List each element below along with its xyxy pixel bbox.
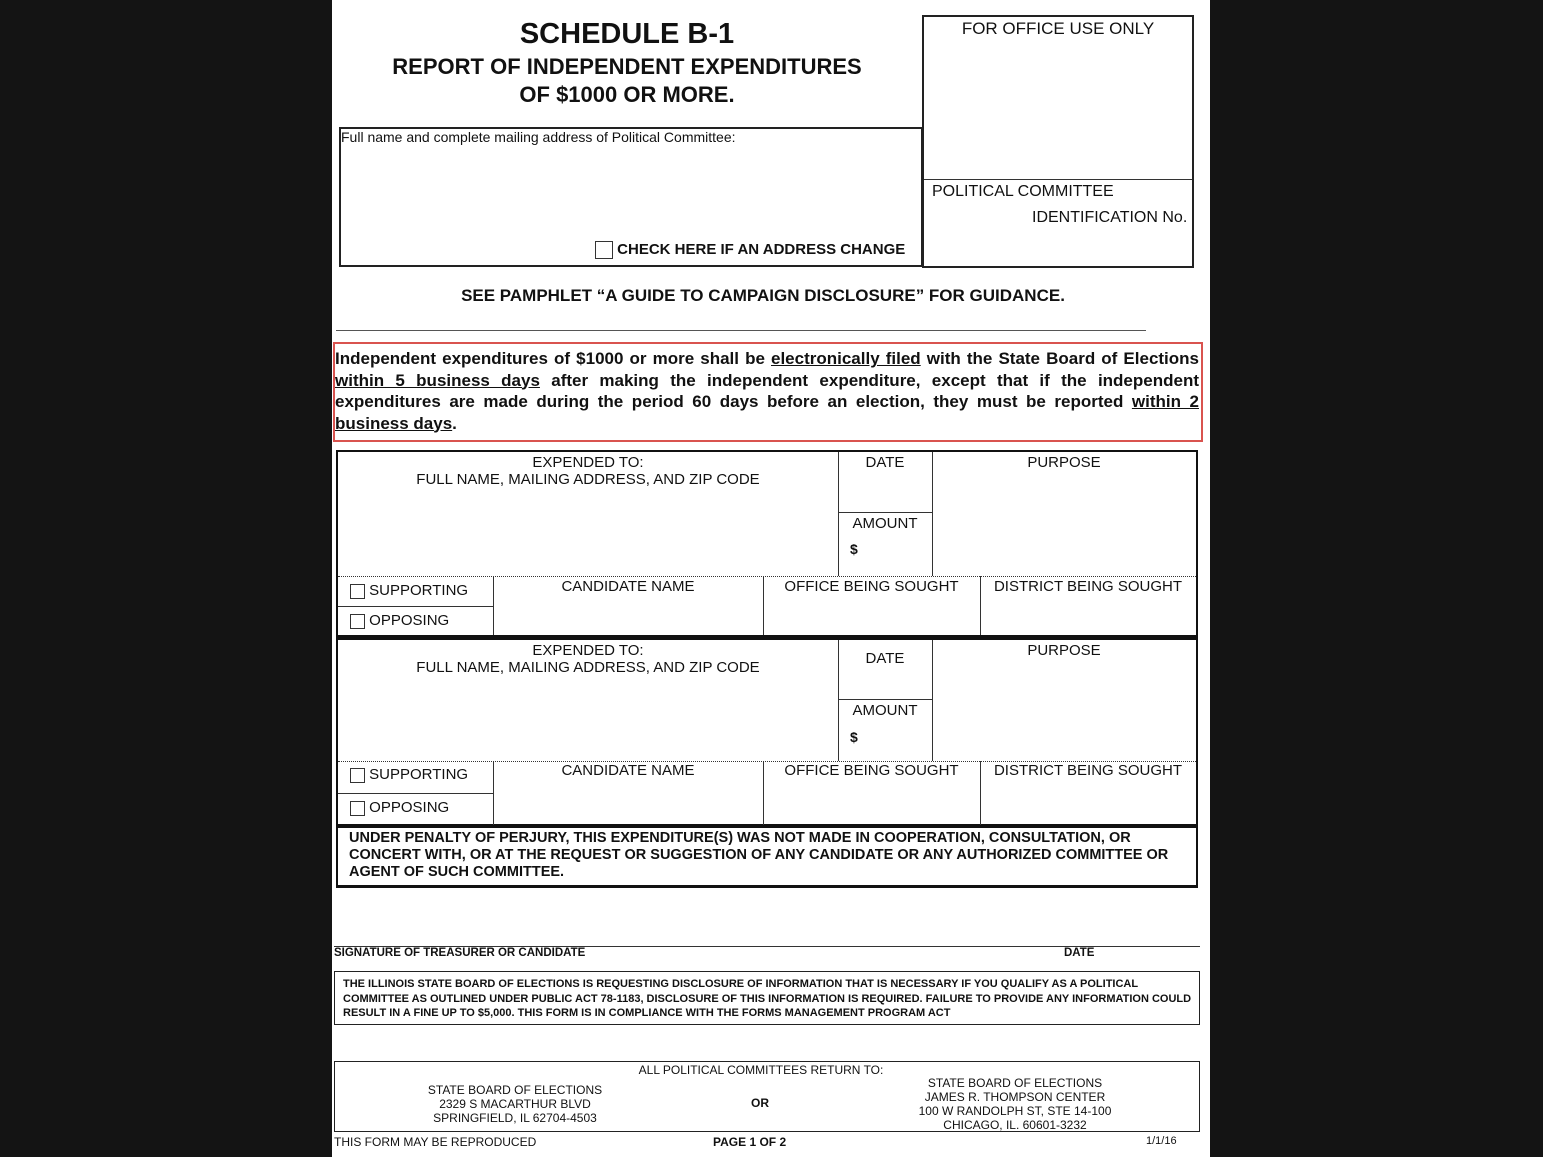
amount-currency: $	[850, 729, 858, 745]
date-label: DATE	[865, 454, 905, 471]
return-address-box	[334, 1061, 1200, 1132]
committee-address-label: Full name and complete mailing address of Political Committee:	[341, 129, 736, 145]
office-sought-label: OFFICE BEING SOUGHT	[784, 762, 959, 779]
identification-label: IDENTIFICATION No.	[1032, 209, 1188, 226]
date-label: DATE	[865, 650, 905, 667]
expended-to-sub-label: FULL NAME, MAILING ADDRESS, AND ZIP CODE	[416, 471, 760, 488]
return-address-springfield	[395, 1083, 635, 1125]
opposing-checkbox[interactable]	[350, 801, 365, 816]
candidate-name-label: CANDIDATE NAME	[561, 578, 695, 595]
office-sought-label: OFFICE BEING SOUGHT	[784, 578, 959, 595]
supporting-checkbox[interactable]	[350, 768, 365, 783]
expended-to-label: EXPENDED TO:	[532, 642, 644, 659]
expenditure-entry	[336, 637, 1198, 826]
form-version: 1/1/16	[1146, 1135, 1177, 1147]
form-page	[332, 0, 1210, 1157]
district-sought-label: DISTRICT BEING SOUGHT	[993, 578, 1183, 595]
expended-to-sub-label: FULL NAME, MAILING ADDRESS, AND ZIP CODE	[416, 659, 760, 676]
supporting-label: SUPPORTING	[369, 582, 469, 599]
supporting-label: SUPPORTING	[369, 766, 469, 783]
expenditure-entry	[336, 450, 1198, 637]
filing-notice	[335, 348, 1199, 434]
guidance-text: SEE PAMPHLET “A GUIDE TO CAMPAIGN DISCLOSURE” FOR GUIDANCE.	[461, 286, 1065, 305]
form-title: SCHEDULE B-1	[519, 18, 735, 50]
opposing-option[interactable]	[350, 612, 449, 629]
address-line: STATE BOARD OF ELECTIONS	[927, 1076, 1103, 1090]
perjury-box	[336, 826, 1198, 888]
signature-date-label: DATE	[1064, 947, 1095, 959]
page-number: PAGE 1 OF 2	[713, 1135, 787, 1149]
disclosure-box	[334, 971, 1200, 1025]
amount-label: AMOUNT	[852, 515, 918, 532]
notice-text: .	[452, 413, 457, 433]
supporting-checkbox[interactable]	[350, 584, 365, 599]
amount-label: AMOUNT	[852, 702, 918, 719]
address-line: CHICAGO, IL. 60601-3232	[943, 1118, 1087, 1132]
form-subtitle-line1: REPORT OF INDEPENDENT EXPENDITURES	[392, 54, 862, 79]
form-subtitle-line2: OF $1000 OR MORE.	[519, 82, 735, 107]
office-use-label: FOR OFFICE USE ONLY	[961, 19, 1155, 38]
committee-label: POLITICAL COMMITTEE	[932, 183, 1114, 200]
opposing-option[interactable]	[350, 799, 449, 816]
address-line: 100 W RANDOLPH ST, STE 14-100	[918, 1104, 1112, 1118]
office-use-box	[922, 15, 1194, 268]
opposing-checkbox[interactable]	[350, 614, 365, 629]
candidate-name-label: CANDIDATE NAME	[561, 762, 695, 779]
committee-address-box[interactable]	[339, 127, 923, 267]
purpose-label: PURPOSE	[1027, 454, 1101, 471]
address-line: 2329 S MACARTHUR BLVD	[439, 1097, 591, 1111]
district-sought-label: DISTRICT BEING SOUGHT	[993, 762, 1183, 779]
address-line: STATE BOARD OF ELECTIONS	[427, 1083, 603, 1097]
address-change-checkbox[interactable]	[595, 241, 613, 259]
return-heading: ALL POLITICAL COMMITTEES RETURN TO:	[638, 1063, 884, 1077]
address-line: SPRINGFIELD, IL 62704-4503	[433, 1111, 597, 1125]
notice-underline: electronically filed	[771, 349, 921, 368]
supporting-option[interactable]	[350, 582, 468, 599]
signature-label: SIGNATURE OF TREASURER OR CANDIDATE	[334, 947, 586, 959]
opposing-label: OPPOSING	[369, 799, 450, 816]
divider	[336, 330, 1146, 331]
reproduce-note: THIS FORM MAY BE REPRODUCED	[334, 1135, 537, 1149]
return-or: OR	[751, 1096, 769, 1110]
address-change-row	[595, 241, 905, 259]
notice-text: after making the independent expenditure, except that if the independent expenditures are made during the period 60 days before an election, they must be reported	[335, 370, 1199, 411]
address-change-label: CHECK HERE IF AN ADDRESS CHANGE	[617, 241, 906, 258]
opposing-label: OPPOSING	[369, 612, 450, 629]
address-line: JAMES R. THOMPSON CENTER	[924, 1090, 1106, 1104]
notice-underline: within 5 business days	[335, 370, 540, 390]
expended-to-label: EXPENDED TO:	[532, 454, 644, 471]
notice-underline: within 2 business days	[335, 392, 1199, 433]
return-address-chicago	[895, 1076, 1135, 1132]
purpose-label: PURPOSE	[1027, 642, 1101, 659]
perjury-statement: UNDER PENALTY OF PERJURY, THIS EXPENDITURE(S) WAS NOT MADE IN COOPERATION, CONSULTATION, OR CONCERT WITH, OR AT THE REQUEST OR SUGGESTION OF ANY CANDIDATE OR ANY AUTHORIZED COMMITTEE OR AGENT OF SUCH COMMITTEE.	[349, 830, 1169, 880]
supporting-option[interactable]	[350, 766, 468, 783]
amount-currency: $	[850, 541, 858, 557]
notice-text: Independent expenditures of $1000 or more shall be	[335, 349, 771, 368]
disclosure-text: THE ILLINOIS STATE BOARD OF ELECTIONS IS REQUESTING DISCLOSURE OF INFORMATION THAT IS NECESSARY IF YOU QUALIFY AS A POLITICAL COMMITTEE AS OUTLINED UNDER PUBLIC ACT 78-1183, DISCLOSURE OF THIS INFORMATION IS REQUIRED. FAILURE TO PROVIDE ANY INFORMATION COULD RESULT IN A FINE UP TO $5,000. THIS FORM IS IN COMPLIANCE WITH THE FORMS MANAGEMENT PROGRAM ACT	[343, 978, 1192, 1019]
notice-text: with the State Board of Elections	[920, 349, 1199, 368]
